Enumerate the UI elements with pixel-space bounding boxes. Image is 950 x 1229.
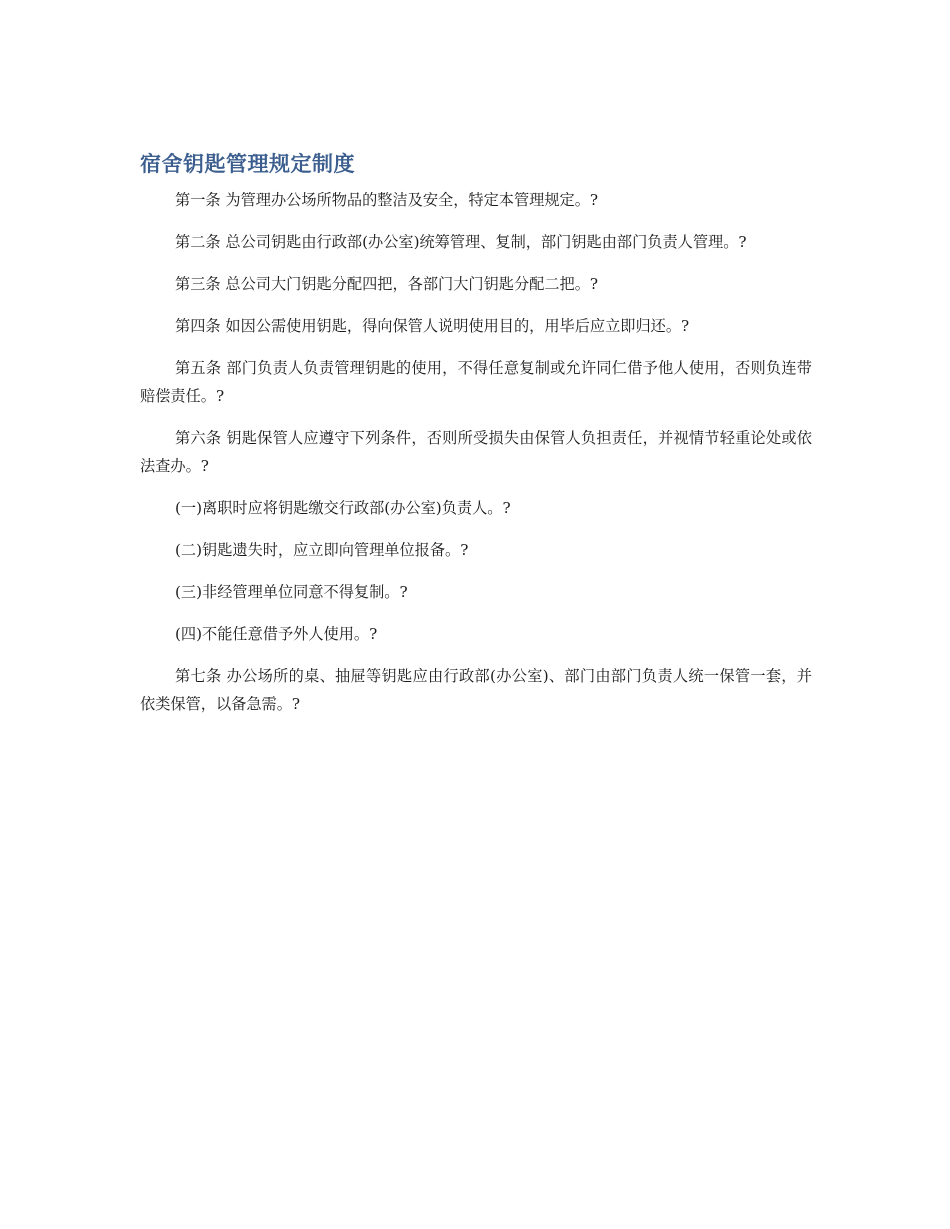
- article-6-item-2: (二)钥匙遗失时，应立即向管理单位报备。?: [175, 541, 469, 559]
- article-3: 第三条 总公司大门钥匙分配四把，各部门大门钥匙分配二把。?: [175, 275, 599, 293]
- article-6-item-1: (一)离职时应将钥匙缴交行政部(办公室)负责人。?: [175, 499, 511, 517]
- article-6: 第六条 钥匙保管人应遵守下列条件，否则所受损失由保管人负担责任，并视情节轻重论处或依法查办。?: [140, 429, 812, 475]
- article-2: 第二条 总公司钥匙由行政部(办公室)统筹管理、复制，部门钥匙由部门负责人管理。?: [175, 233, 747, 251]
- article-6-item-4: (四)不能任意借予外人使用。?: [175, 625, 378, 643]
- document-page: [140, 148, 812, 732]
- article-7: 第七条 办公场所的桌、抽屉等钥匙应由行政部(办公室)、部门由部门负责人统一保管一套，并依类保管，以备急需。?: [140, 667, 812, 713]
- article-1: 第一条 为管理办公场所物品的整洁及安全，特定本管理规定。?: [175, 191, 599, 209]
- article-5: 第五条 部门负责人负责管理钥匙的使用，不得任意复制或允许同仁借予他人使用，否则负连带赔偿责任。?: [140, 359, 812, 405]
- document-title: 宿舍钥匙管理规定制度: [140, 152, 355, 176]
- article-4: 第四条 如因公需使用钥匙，得向保管人说明使用目的，用毕后应立即归还。?: [175, 317, 690, 335]
- article-6-item-3: (三)非经管理单位同意不得复制。?: [175, 583, 408, 601]
